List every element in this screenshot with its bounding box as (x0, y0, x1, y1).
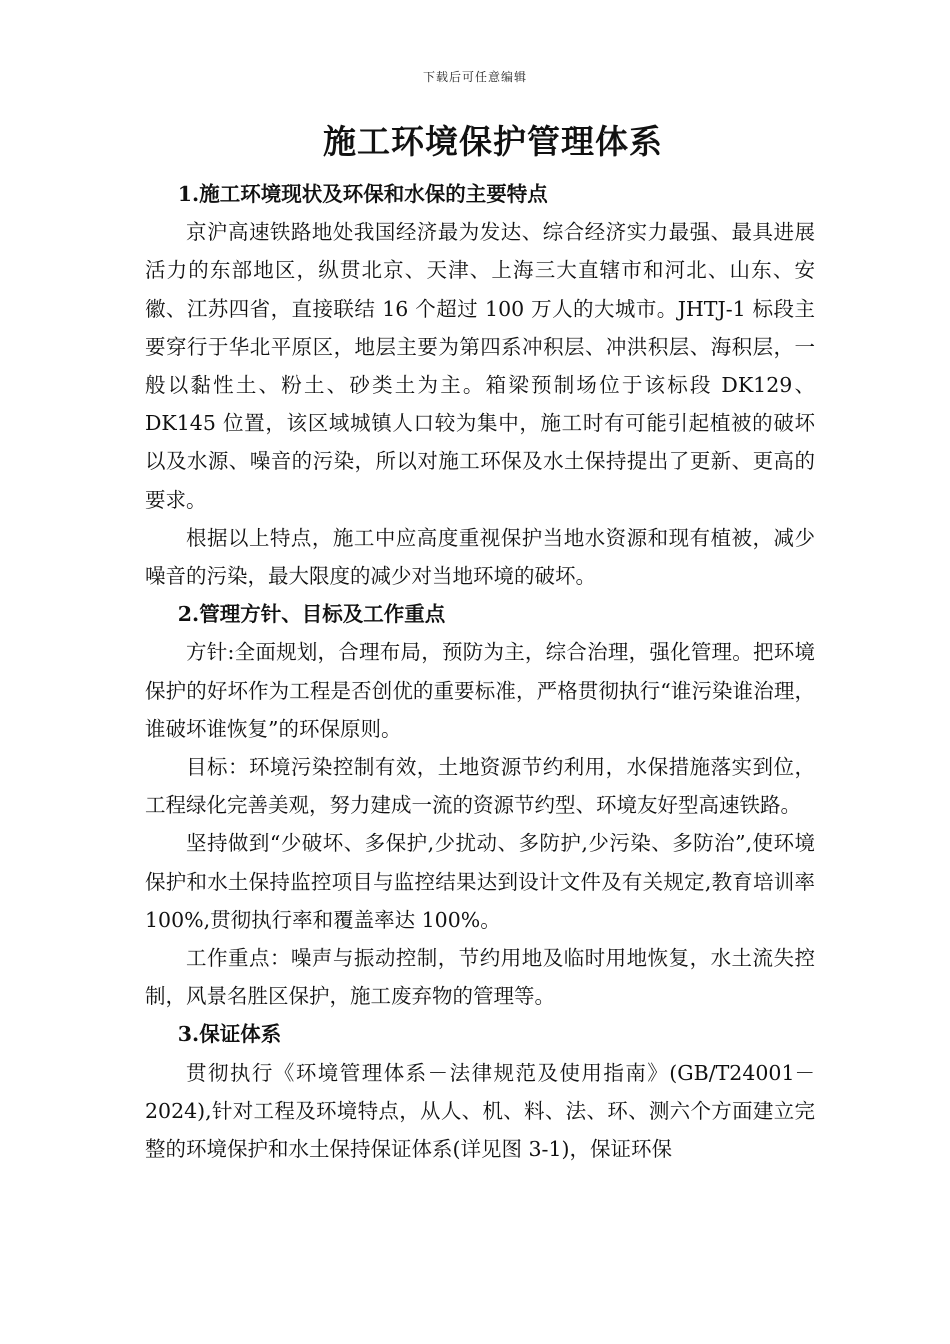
section-heading: 1.施工环境现状及环保和水保的主要特点 (177, 182, 548, 206)
paragraph: 坚持做到“少破坏、多保护,少扰动、多防护,少污染、多防治”,使环境保护和水土保持监控项目与监控结果达到设计文件及有关规定,教育培训率 100%,贯彻执行率和覆盖率达 100%。 (145, 831, 815, 932)
paragraph: 根据以上特点，施工中应高度重视保护当地水资源和现有植被，减少噪音的污染，最大限度的减少对当地环境的破坏。 (145, 525, 815, 589)
paragraph: 方针:全面规划，合理布局，预防为主，综合治理，强化管理。把环境保护的好坏作为工程是否创优的重要标准，严格贯彻执行“谁污染谁治理，谁破坏谁恢复”的环保原则。 (145, 640, 815, 741)
header-note: 下载后可任意编辑 (422, 70, 527, 84)
document-title: 施工环境保护管理体系 (323, 122, 663, 161)
document-body (145, 175, 815, 1168)
paragraph: 贯彻执行《环境管理体系－法律规范及使用指南》(GB/T24001－2024),针对工程及环境特点，从人、机、料、法、环、测六个方面建立完整的环境保护和水土保持保证体系(详见图 3-1)，保证环保 (145, 1060, 815, 1162)
section-heading: 3.保证体系 (177, 1022, 282, 1047)
paragraph: 京沪高速铁路地处我国经济最为发达、综合经济实力最强、最具进展活力的东部地区，纵贯北京、天津、上海三大直辖市和河北、山东、安徽、江苏四省，直接联结 16 个超过 100 万人的大城市。JHTJ-1 标段主要穿行于华北平原区，地层主要为第四系冲积层、冲洪积层、海积层，一般以黏性土、粉土、砂类土为主。箱梁预制场位于该标段 DK129、DK145 位置，该区域城镇人口较为集中，施工时有可能引起植被的破坏以及水源、噪音的污染，所以对施工环保及水土保持提出了更新、更高的要求。 (145, 220, 815, 512)
paragraph: 工作重点：噪声与振动控制，节约用地及临时用地恢复，水土流失控制，风景名胜区保护，施工废弃物的管理等。 (145, 946, 815, 1009)
section-heading: 2.管理方针、目标及工作重点 (177, 602, 446, 627)
paragraph: 目标：环境污染控制有效，土地资源节约利用，水保措施落实到位，工程绿化完善美观，努力建成一流的资源节约型、环境友好型高速铁路。 (145, 755, 815, 818)
